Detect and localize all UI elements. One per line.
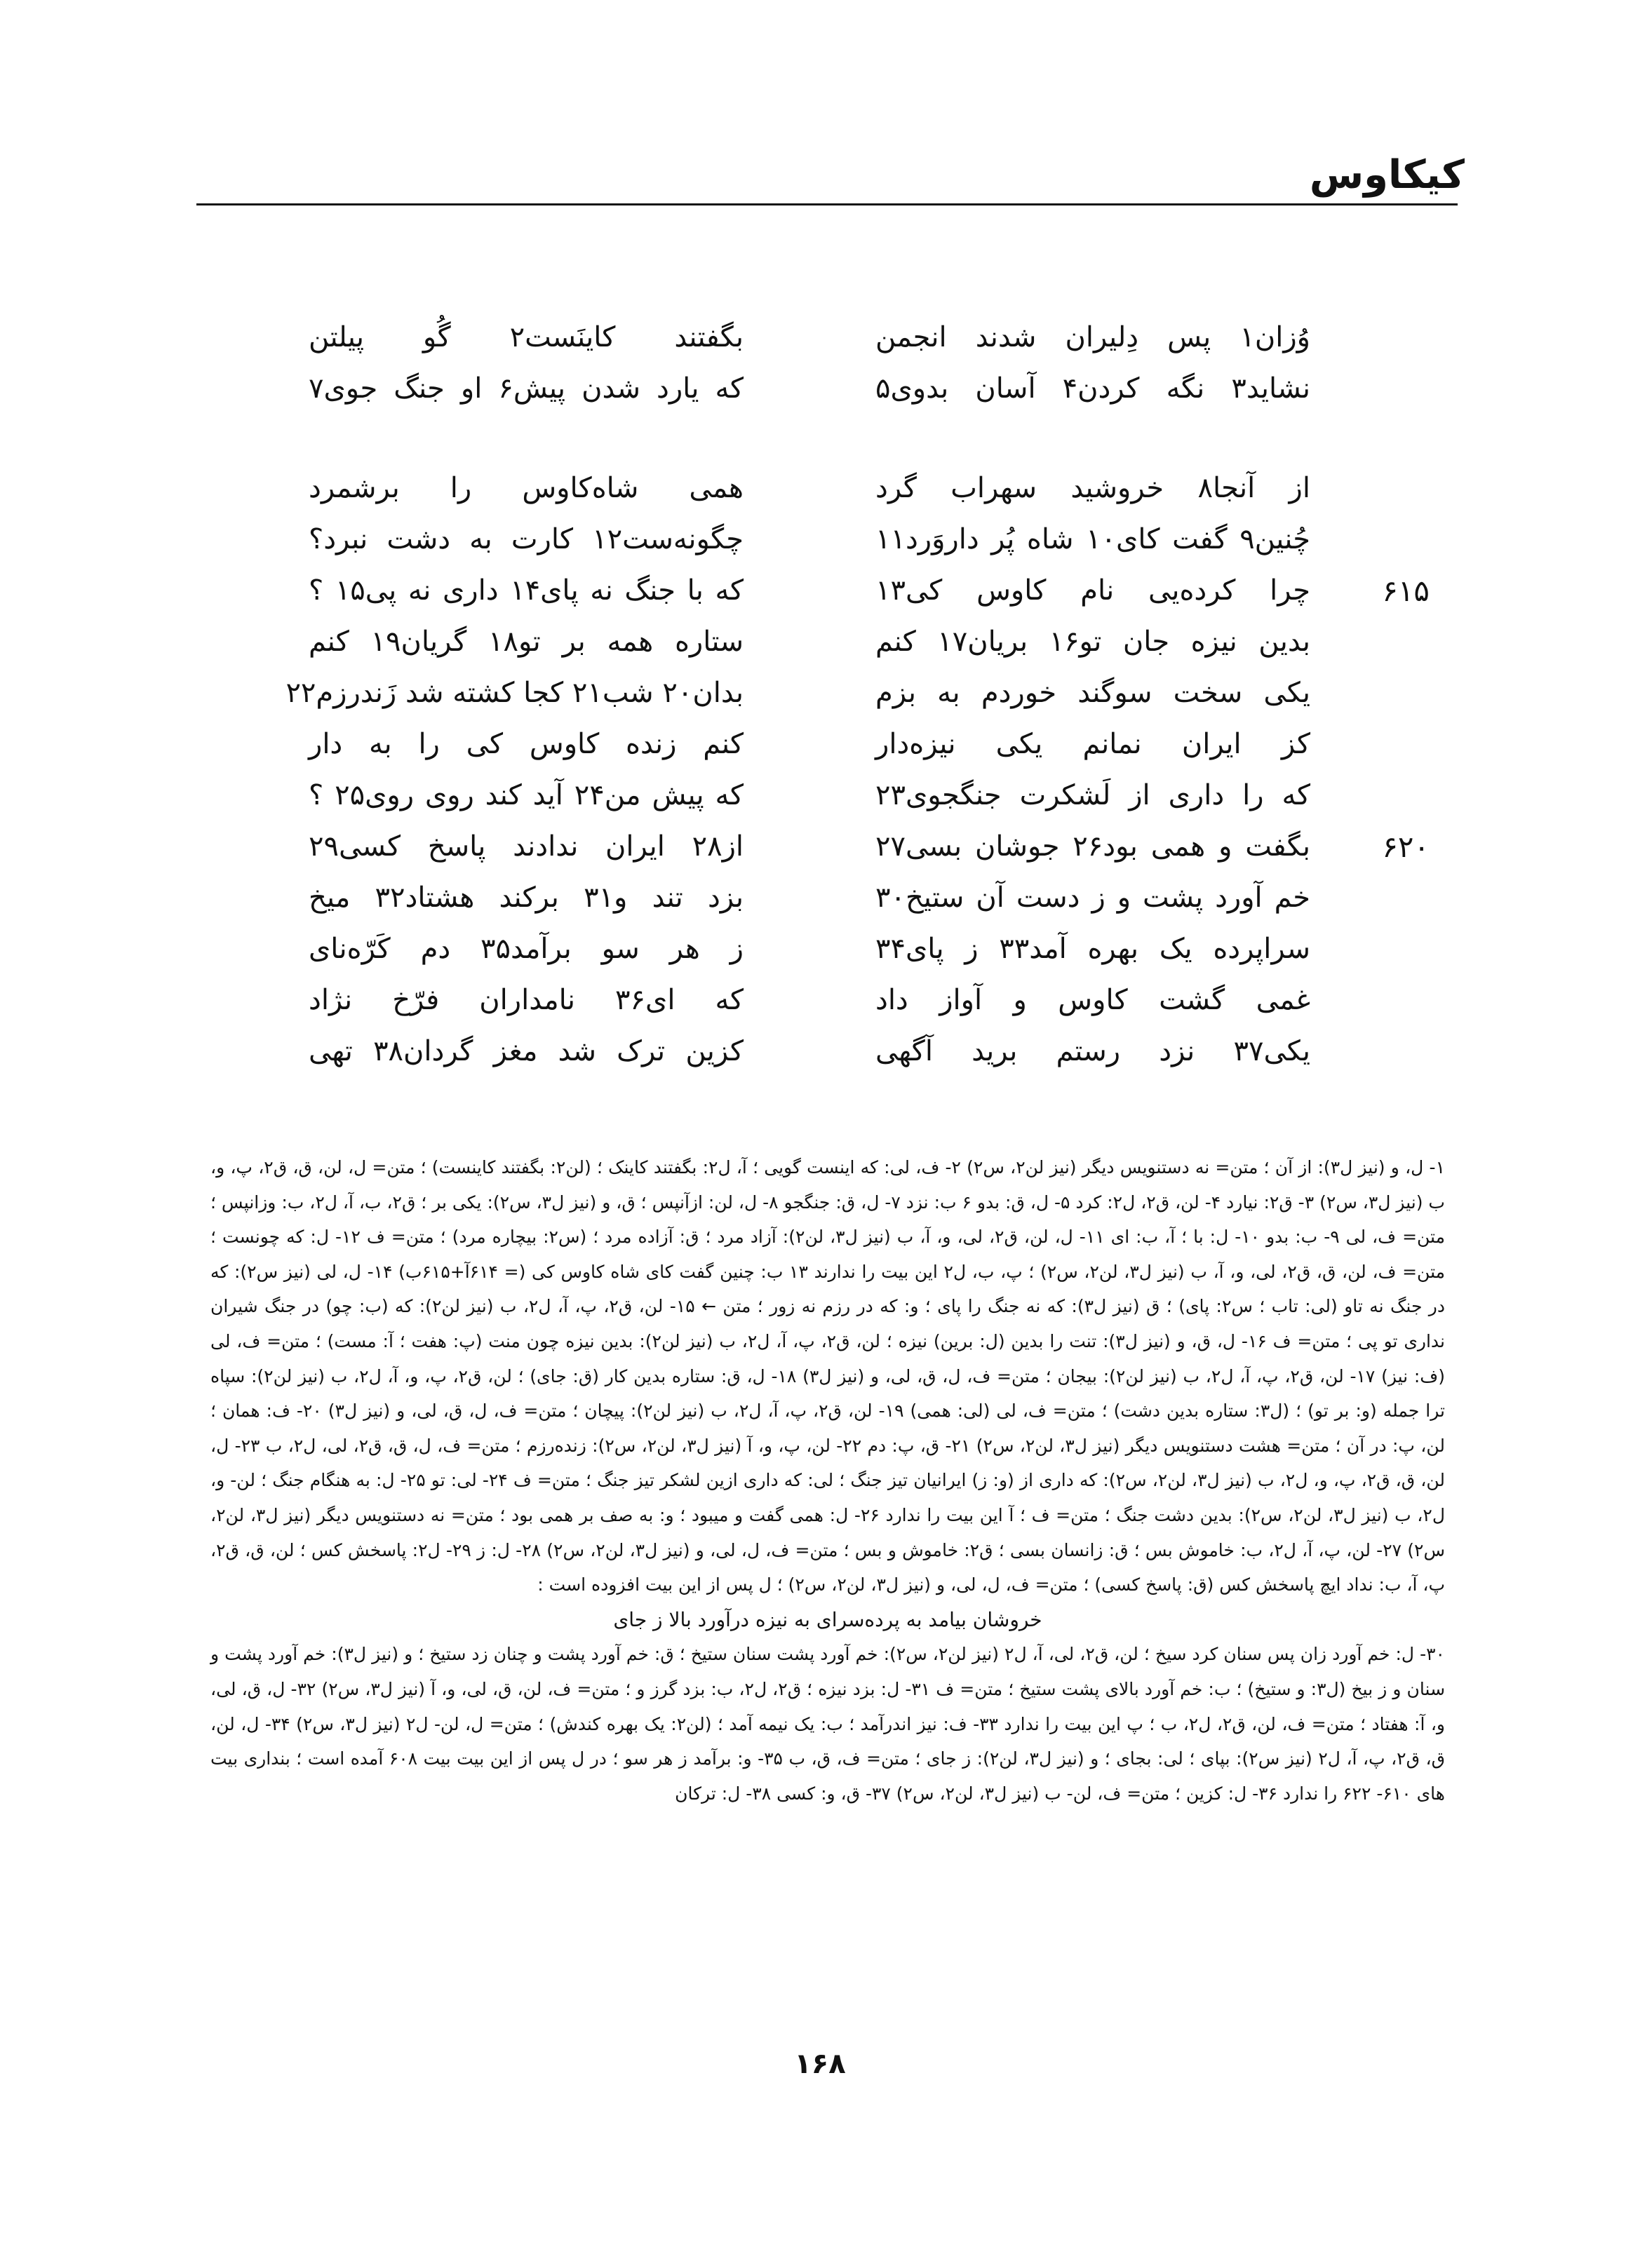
first-hemistich: که را داری از لَشکرت جنگجوی۲۳	[875, 779, 1310, 811]
verse-number: ۶۱۵	[1382, 574, 1430, 608]
second-hemistich: از۲۸ ایران ندادند پاسخ کسی۲۹	[309, 830, 744, 863]
second-hemistich: ز هر سو برآمد۳۵ دم کَرّه‌نای	[309, 933, 744, 965]
first-hemistich: خم آورد پشت و ز دست آن ستیخ۳۰	[875, 882, 1310, 914]
verse-line	[196, 616, 1458, 668]
header-rule	[196, 203, 1458, 205]
second-hemistich: همی شاه‌کاوس را برشمرد	[309, 472, 744, 504]
verse-number: ۶۲۰	[1382, 830, 1430, 864]
second-hemistich: ستاره همه بر تو۱۸ گریان۱۹ کنم	[309, 626, 744, 658]
verse-line	[196, 1026, 1458, 1077]
page-number: ۱۶۸	[794, 2048, 846, 2080]
verse-line	[196, 975, 1458, 1026]
second-hemistich: کنم زنده کاوس کی را به دار	[309, 728, 744, 760]
first-hemistich: غمی گشت کاوس و آواز داد	[875, 984, 1310, 1016]
verse-line	[196, 514, 1458, 565]
verse-line	[196, 363, 1458, 414]
second-hemistich: کزین ترک شد مغز گردان۳۸ تهی	[309, 1035, 744, 1067]
verse-line	[196, 668, 1458, 719]
page-title: کیکاوس	[1309, 152, 1465, 198]
verse-line	[196, 719, 1458, 770]
verse-stanza-2	[196, 463, 1458, 1077]
footnotes	[210, 1150, 1445, 1811]
verse-line	[196, 924, 1458, 975]
verse-line	[196, 770, 1458, 821]
verse-line	[196, 821, 1458, 872]
first-hemistich: نشاید۳ نگه کردن۴ آسان بدوی۵	[875, 372, 1310, 405]
footnotes-main: ۱- ل، و (نیز ل۳): از آن ؛ متن= نه دستنویس دیگر (نیز لن۲، س۲) ۲- ف، لی: که اینست گویی ؛ آ، ل۲: بگفتند کاینک ؛ (لن۲: بگفتند کاینست) ؛ متن= ل، لن، ق، ق۲، پ، و، ب (نیز ل۳، س۲) ۳- ق۲: نیارد ۴- لن، ق۲، ل۲: کرد ۵- ل، ق: بدو ۶ ب: نزد ۷- ل، ق: جنگجو ۸- ل، لن: ازآنپس ؛ ق، و (نیز ل۳، س۲): یکی بر ؛ ق۲، ب، آ، ل۲، ب: وزانپس ؛ متن= ف، لی ۹- ب: بدو ۱۰- ل: با ؛ آ، ب: ای ۱۱- ل، لن، ق۲، لی، و، آ، ب (نیز ل۳، لن۲): آزاد مرد ؛ ق: آزاده مرد ؛ (س۲: بیچاره مرد) ؛ متن= ف ۱۲- ل: که چونست ؛ متن= ف، لن، ق، ق۲، لی، و، آ، ب (نیز ل۳، لن۲، س۲) ؛ پ، ب، ل۲ این بیت را ندارند ۱۳ ب: چنین گفت کای شاه کاوس کی (= ۶۱۴آ+۶۱۵ب) ۱۴- ل، لی (نیز س۲): که در جنگ نه تاو (لی: تاب ؛ س۲: پای) ؛ ق (نیز ل۳): که نه جنگ را پای ؛ و: که در رزم نه زور ؛ متن ← ۱۵- لن، ق۲، پ، آ، ل۲، ب (نیز لن۲): که (ب: چو) در جنگ شیران نداری تو پی ؛ متن= ف ۱۶- ل، ق، و (نیز ل۳): تنت را بدین (ل: برین) نیزه ؛ لن، ق۲، پ، آ، ل۲، ب (نیز لن۲): بدین نیزه چون منت (پ: هفت ؛ آ: مست) ؛ متن= ف، لی (ف: نیز) ۱۷- لن، ق۲، پ، آ، ل۲، ب (نیز لن۲): بیجان ؛ متن= ف، ل، ق، لی، و (نیز ل۳) ۱۸- ل، ق: ستاره بدین کار (ق: جای) ؛ لن، ق۲، پ، و، آ، ل۲، ب (نیز لن۲): سپاه ترا جمله (و: بر تو) ؛ (ل۳: ستاره بدین دشت) ؛ متن= ف، لی (لی: همی) ۱۹- لن، ق۲، پ، آ، ل۲، ب (نیز لن۲): پیچان ؛ متن= ف، ل، ق، لی، و (نیز ل۳) ۲۰- ف: همان ؛ لن، پ: در آن ؛ متن= هشت دستنویس دیگر (نیز ل۳، لن۲، س۲) ۲۱- ق، پ: دم ۲۲- لن، پ، و، آ (نیز ل۳، لن۲، س۲): زنده‌رزم ؛ متن= ف، ل، ق، ق۲، لی، ل۲، ب ۲۳- ل، لن، ق، ق۲، پ، و، ل۲، ب (نیز ل۳، لن۲، س۲): که داری از (و: ز) ایرانیان تیز جنگ ؛ لی: که داری ازین لشکر تیز جنگ ؛ متن= ف ۲۴- لی: تو ۲۵- ل: به هنگام جنگ ؛ لن- و، ل۲، ب (نیز ل۳، لن۲، س۲): بدین دشت جنگ ؛ متن= ف ؛ آ این بیت را ندارد ۲۶- ل: همی گفت و میبود ؛ و: به صف بر همی بود ؛ متن= نه دستنویس دیگر (نیز ل۳، لن۲، س۲) ۲۷- لن، پ، آ، ل۲، ب: خاموش بس ؛ ق: زانسان بسی ؛ ق۲: خاموش و بس ؛ متن= ف، ل، لی، و (نیز ل۳، لن۲، س۲) ۲۸- ل: ز ۲۹- ل۲: پاسخش کس ؛ لن، ق، ق۲، پ، آ، ب: نداد ایچ پاسخش کس (ق: پاسخ کسی) ؛ متن= ف، ل، لی، و (نیز ل۳، لن۲، س۲) ؛ ل پس از این بیت افزوده است :	[210, 1157, 1446, 1595]
second-hemistich: بدان۲۰ شب۲۱ کجا کشته شد زَندرزم۲۲	[285, 677, 744, 709]
first-hemistich: بدین نیزه جان تو۱۶ بریان۱۷ کنم	[875, 626, 1311, 658]
first-hemistich: سراپرده یک بهره آمد۳۳ ز پای۳۴	[875, 933, 1310, 965]
verse-line	[196, 872, 1458, 924]
verse-stanza-1	[196, 312, 1458, 414]
first-hemistich: چرا کرده‌یی نام کاوس کی۱۳	[875, 574, 1310, 607]
second-hemistich: بگفتند کاینَست۲ گُو پیلتن	[309, 321, 744, 353]
second-hemistich: که یارد شدن پیش۶ او جنگ جوی۷	[309, 372, 744, 405]
footnotes-quoted-verse: خروشان بیامد به پرده‌سرای به نیزه درآورد بالا ز جای	[613, 1607, 1042, 1631]
footnotes-continued: ۳۰- ل: خم آورد زان پس سنان کرد سیخ ؛ لن، ق۲، لی، آ، ل۲ (نیز لن۲، س۲): خم آورد پشت سنان ستیخ ؛ ق: خم آورد پشت و چنان زد ستیخ ؛ و (نیز ل۳): خم آورد پشت و سنان و ز بیخ (ل۳: و ستیخ) ؛ ب: خم آورد بالای پشت ستیخ ؛ متن= ف ۳۱- ل: بزد نیزه ؛ ق۲، ل۲، ب: بزد گرز و ؛ متن= ف، لن، ق، لی، و، آ (نیز ل۳، س۲) ۳۲- ل، ق، لی، و، آ: هفتاد ؛ متن= ف، لن، ق۲، ل۲، ب ؛ پ این بیت را ندارد ۳۳- ف: نیز اندرآمد ؛ ب: یک نیمه آمد ؛ (لن۲: یک بهره کندش) ؛ متن= ل، لن- ل۲ (نیز ل۳، س۲) ۳۴- ل، لن، ق، ق۲، پ، آ، ل۲ (نیز س۲): بپای ؛ لی: بجای ؛ و (نیز ل۳، لن۲): ز جای ؛ متن= ف، ق، ب ۳۵- و: برآمد ز هر سو ؛ در ل پس از این بیت بیت ۶۰۸ آمده است ؛ بنداری بیت های ۶۱۰- ۶۲۲ را ندارد ۳۶- ل: کزین ؛ متن= ف، لن- ب (نیز ل۳، لن۲، س۲) ۳۷- ق، و: کسی ۳۸- ل: ترکان	[210, 1644, 1446, 1804]
second-hemistich: چگونه‌ست۱۲ کارت به دشت نبرد؟	[309, 523, 744, 555]
first-hemistich: بگفت و همی بود۲۶ جوشان بسی۲۷	[875, 830, 1310, 863]
second-hemistich: بزد تند و۳۱ برکند هشتاد۳۲ میخ	[309, 882, 744, 914]
first-hemistich: یکی سخت سوگند خوردم به بزم	[875, 677, 1310, 709]
first-hemistich: وُزان۱ پس دِلیران شدند انجمن	[875, 321, 1310, 353]
verse-line	[196, 565, 1458, 616]
second-hemistich: که پیش من۲۴ آید کند روی روی۲۵ ؟	[309, 779, 744, 811]
verse-line	[196, 312, 1458, 363]
first-hemistich: چُنین۹ گفت کای۱۰ شاه پُر داروَرد۱۱	[875, 523, 1310, 555]
second-hemistich: که ای۳۶ نامداران فرّخ نژاد	[309, 984, 744, 1016]
verse-line	[196, 463, 1458, 514]
second-hemistich: که با جنگ نه پای۱۴ داری نه پی۱۵ ؟	[309, 574, 744, 607]
first-hemistich: یکی۳۷ نزد رستم برید آگهی	[875, 1035, 1310, 1067]
first-hemistich: از آنجا۸ خروشید سهراب گرد	[875, 472, 1310, 504]
first-hemistich: کز ایران نمانم یکی نیزه‌دار	[875, 728, 1310, 760]
